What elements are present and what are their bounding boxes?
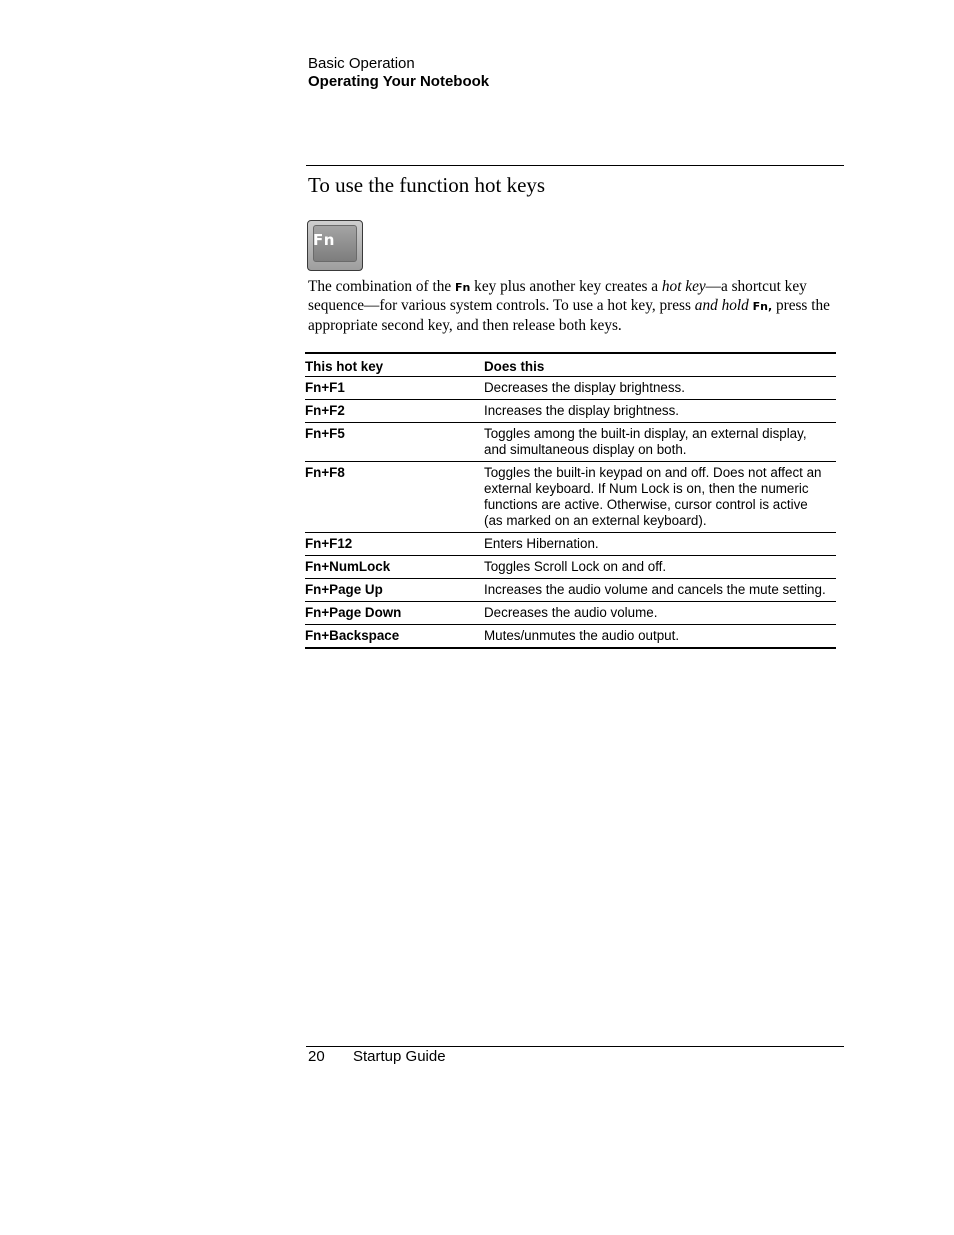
header-title: Operating Your Notebook: [308, 73, 490, 90]
table-row: [305, 462, 836, 533]
intro-text: press the appropriate second key, and then release both keys.: [308, 297, 830, 334]
table-row: [305, 556, 836, 579]
fn-key-inline: Fn: [454, 281, 471, 294]
section-heading: To use the function hot keys: [308, 173, 546, 197]
description-cell: Decreases the display brightness.: [484, 377, 836, 400]
hotkey-cell: Fn+F8: [305, 462, 484, 533]
intro-paragraph: [308, 278, 833, 335]
description-cell: Mutes/unmutes the audio output.: [484, 628, 680, 643]
description-cell: Toggles the built-in keypad on and off. Does not affect an external keyboard. If Num Lock is on, then the numeric functions are active. Otherwise, cursor control is active (as marked on an external keyboard).: [484, 462, 836, 533]
hotkey-cell: Fn+NumLock: [305, 556, 484, 579]
hotkey-cell: Fn+F1: [305, 377, 484, 400]
intro-text: —a shortcut key sequence—for various system controls. To use a hot key, press: [308, 278, 807, 315]
table-row: [305, 625, 836, 649]
fn-key-label: Fn: [313, 231, 335, 249]
table-row: [305, 533, 836, 556]
table-row: [305, 423, 836, 462]
table-row: [305, 377, 836, 400]
column-header-hotkey: This hot key: [305, 353, 484, 377]
table-row: [305, 579, 836, 602]
hot-key-term: hot key: [661, 278, 706, 295]
footer-doc-title: Startup Guide: [353, 1048, 446, 1065]
hotkey-cell: Fn+F12: [305, 533, 484, 556]
description-cell: Increases the audio volume and cancels the mute setting.: [484, 579, 836, 602]
intro-text: key plus another key creates a: [470, 278, 662, 295]
column-header-description: Does this: [484, 353, 836, 377]
description-cell: Enters Hibernation.: [484, 533, 836, 556]
table-header-row: [305, 353, 836, 377]
running-header: [308, 55, 489, 91]
table-row: [305, 602, 836, 625]
table-row: [305, 400, 836, 423]
hotkey-table: [305, 352, 836, 649]
description-cell: Decreases the audio volume.: [484, 602, 836, 625]
page-number: 20: [308, 1048, 325, 1065]
fn-key-icon: [307, 220, 363, 271]
hotkey-cell: Fn+F2: [305, 400, 484, 423]
and-hold-emphasis: and hold: [694, 297, 749, 315]
header-chapter: Basic Operation: [308, 55, 415, 72]
description-cell: Increases the display brightness.: [484, 400, 836, 423]
intro-text: The combination of the: [308, 278, 455, 295]
top-divider: [306, 165, 844, 166]
fn-key-inline: Fn,: [752, 300, 773, 314]
hotkey-cell: Fn+Page Up: [305, 579, 484, 602]
hotkey-cell: Fn+F5: [305, 423, 484, 462]
hotkey-cell: Fn+Backspace: [305, 628, 400, 643]
page-footer: [308, 1048, 446, 1066]
description-cell: Toggles among the built-in display, an external display, and simultaneous display on both.: [484, 423, 836, 462]
hotkey-cell: Fn+Page Down: [305, 602, 484, 625]
footer-divider: [306, 1046, 844, 1047]
description-cell: Toggles Scroll Lock on and off.: [484, 556, 836, 579]
